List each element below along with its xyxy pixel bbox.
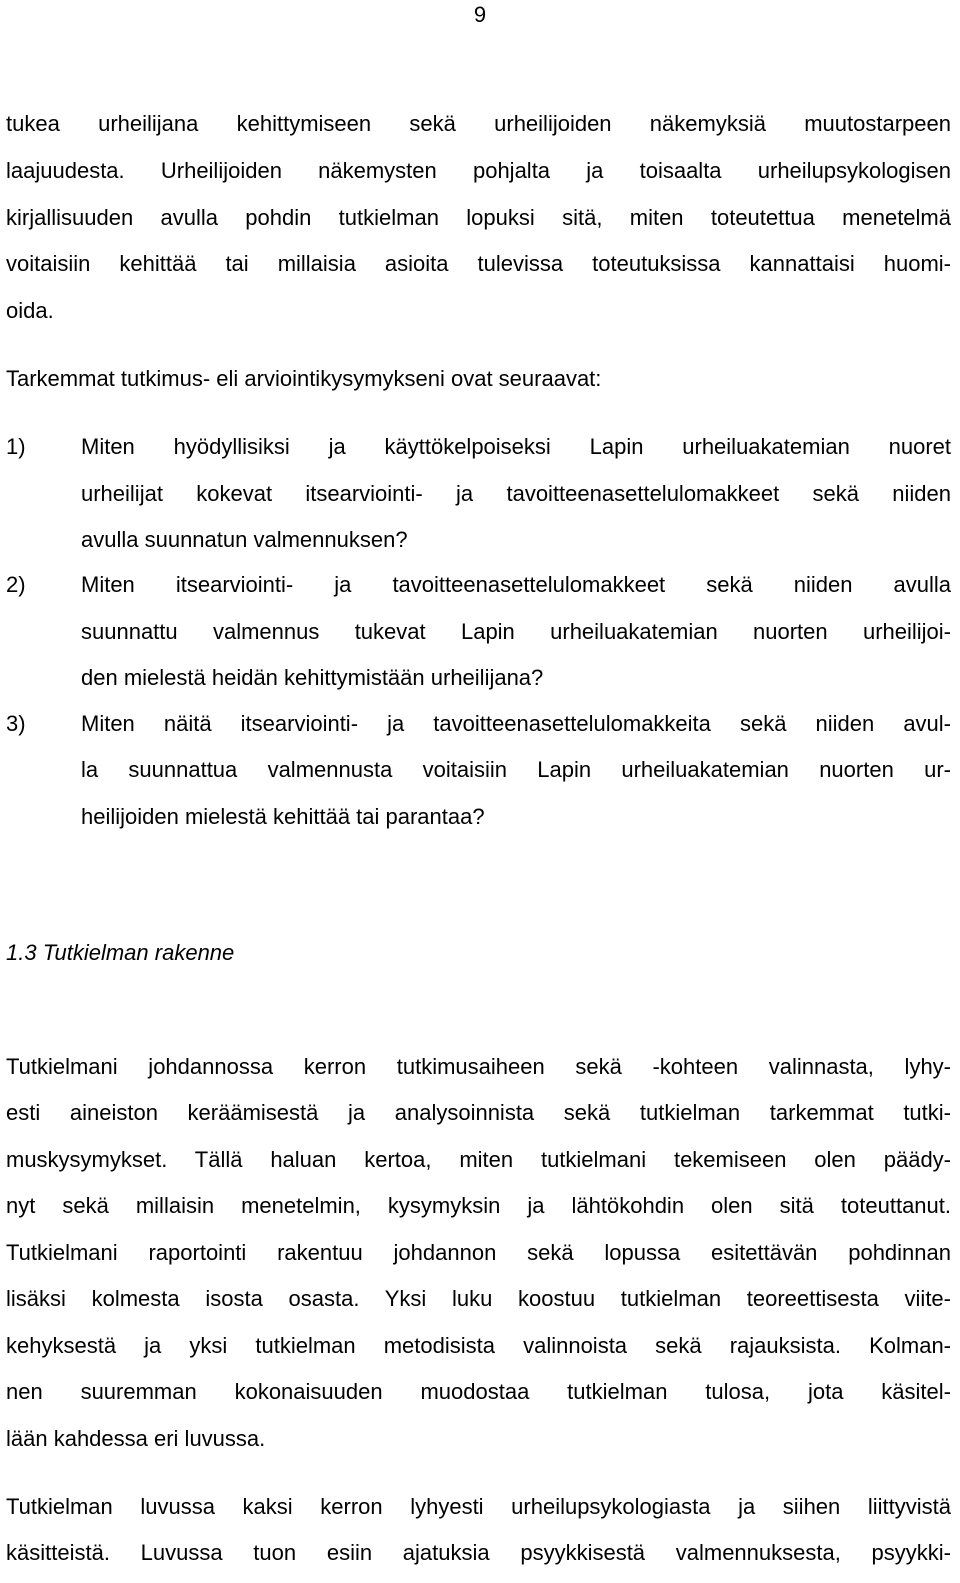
text-line: lisäksi kolmesta isosta osasta. Yksi luku koostuu tutkielman teoreettisesta viite-	[6, 1286, 951, 1311]
text-line: esti aineiston keräämisestä ja analysoinnista sekä tutkielman tarkemmat tutki-	[6, 1100, 951, 1125]
question-line: Miten itsearviointi- ja tavoitteenasettelulomakkeet sekä niiden avulla	[81, 572, 951, 597]
text-line: voitaisiin kehittää tai millaisia asioita tulevissa toteutuksissa kannattaisi huomi-	[6, 251, 951, 276]
text-line: tukea urheilijana kehittymiseen sekä urheilijoiden näkemyksiä muutostarpeen	[6, 111, 951, 136]
text-line: kehyksestä ja yksi tutkielman metodisista valinnoista sekä rajauksista. Kolman-	[6, 1333, 951, 1358]
question-line: Miten näitä itsearviointi- ja tavoitteenasettelulomakkeita sekä niiden avul-	[81, 711, 951, 736]
question-line: Miten hyödyllisiksi ja käyttökelpoiseksi Lapin urheiluakatemian nuoret	[81, 434, 951, 459]
question-number: 2)	[6, 572, 26, 597]
text-line: käsitteistä. Luvussa tuon esiin ajatuksia psyykkisestä valmennuksesta, psyykki-	[6, 1540, 951, 1565]
section-heading: 1.3 Tutkielman rakenne	[6, 940, 235, 965]
question-line: heilijoiden mielestä kehittää tai parantaa?	[81, 804, 485, 829]
question-line: la suunnattua valmennusta voitaisiin Lapin urheiluakatemian nuorten ur-	[81, 757, 951, 782]
question-line: den mielestä heidän kehittymistään urheilijana?	[81, 665, 544, 690]
text-line: Tutkielmani raportointi rakentuu johdannon sekä lopussa esitettävän pohdinnan	[6, 1240, 951, 1265]
text-line: lään kahdessa eri luvussa.	[6, 1426, 266, 1451]
question-number: 3)	[6, 711, 26, 736]
text-line: laajuudesta. Urheilijoiden näkemysten pohjalta ja toisaalta urheilupsykologisen	[6, 158, 951, 183]
text-line: kirjallisuuden avulla pohdin tutkielman lopuksi sitä, miten toteutettua menetelmä	[6, 205, 951, 230]
text-line: oida.	[6, 298, 54, 323]
question-line: urheilijat kokevat itsearviointi- ja tavoitteenasettelulomakkeet sekä niiden	[81, 481, 951, 506]
question-line: suunnattu valmennus tukevat Lapin urheiluakatemian nuorten urheilijoi-	[81, 619, 951, 644]
text-line: Tutkielmani johdannossa kerron tutkimusaiheen sekä -kohteen valinnasta, lyhy-	[6, 1054, 951, 1079]
question-line: avulla suunnatun valmennuksen?	[81, 527, 408, 552]
text-line: nen suuremman kokonaisuuden muodostaa tutkielman tulosa, jota käsitel-	[6, 1379, 951, 1404]
page-number: 9	[473, 2, 487, 27]
question-number: 1)	[6, 434, 26, 459]
text-line: muskysymykset. Tällä haluan kertoa, miten tutkielmani tekemiseen olen päädy-	[6, 1147, 951, 1172]
text-line: Tutkielman luvussa kaksi kerron lyhyesti urheilupsykologiasta ja siihen liittyvistä	[6, 1494, 951, 1519]
questions-intro: Tarkemmat tutkimus- eli arviointikysymykseni ovat seuraavat:	[6, 366, 602, 391]
text-line: nyt sekä millaisin menetelmin, kysymyksin ja lähtökohdin olen sitä toteuttanut.	[6, 1193, 951, 1218]
